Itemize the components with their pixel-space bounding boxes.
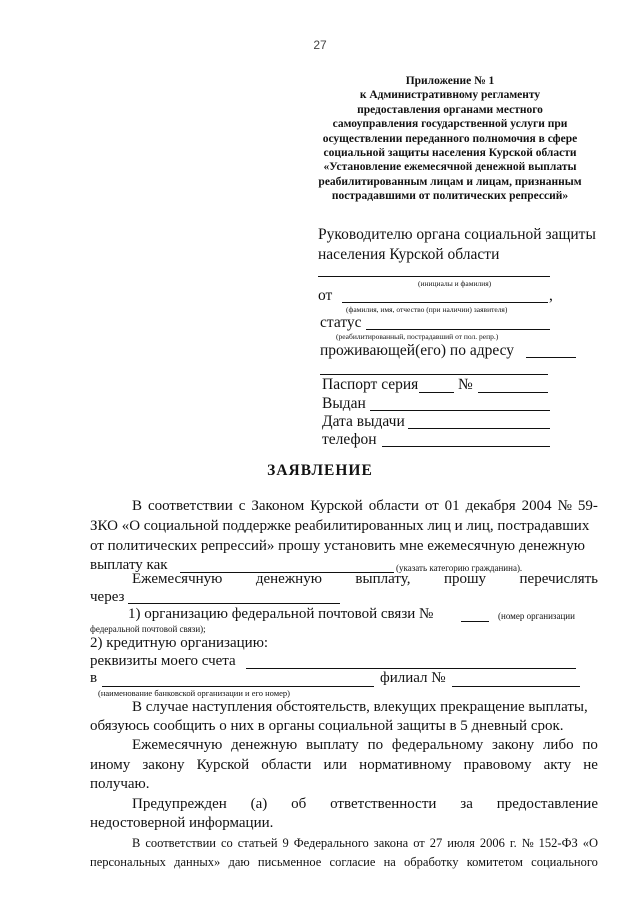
word: Ежемесячную xyxy=(132,571,223,587)
bank-underline xyxy=(102,686,374,687)
word: закона xyxy=(373,836,409,850)
word: 9 xyxy=(282,836,289,850)
appendix-line: реабилитированным лицам и лицам, признанным xyxy=(318,175,582,188)
residence-label: проживающей(его) по адресу xyxy=(320,342,515,359)
word: от xyxy=(424,498,439,514)
word: даю xyxy=(228,855,250,869)
bank-hint: (наименование банковской организации и его номер) xyxy=(98,688,290,698)
branch-underline xyxy=(452,686,580,687)
phone-label: телефон xyxy=(322,431,377,448)
word: 2006 xyxy=(479,836,505,850)
passport-number-underline xyxy=(478,392,548,393)
status-label: статус xyxy=(320,314,362,331)
p3-line-1: В случае наступления обстоятельств, влекущих прекращение выплаты, xyxy=(132,699,588,715)
p4-line-2 xyxy=(90,757,598,774)
word: персональных xyxy=(90,855,166,869)
appendix-line: «Установление ежемесячной денежной выплаты xyxy=(323,161,577,174)
addressee-line-1: Руководителю органа социальной защиты xyxy=(318,226,596,243)
word: ответственности xyxy=(330,796,437,812)
word: июля xyxy=(447,836,475,850)
word: выплату, xyxy=(355,571,411,587)
word: данных» xyxy=(174,855,221,869)
option-2: 2) кредитную организацию: xyxy=(90,635,269,651)
appendix-line: пострадавшими от политических репрессий» xyxy=(331,190,569,203)
bank-label: в xyxy=(90,670,98,686)
p6-line-1 xyxy=(132,836,598,851)
word: 01 xyxy=(444,498,460,514)
word: Федерального xyxy=(293,836,369,850)
p1-line-4-start: выплату как xyxy=(90,557,168,573)
word: денежную xyxy=(255,571,322,587)
p4-line-1 xyxy=(132,737,598,754)
initials-hint: (инициалы и фамилия) xyxy=(418,279,492,288)
word: или xyxy=(323,757,348,773)
word: г. xyxy=(509,836,517,850)
word: по xyxy=(367,737,384,753)
word: правовому xyxy=(463,757,532,773)
word: не xyxy=(583,757,598,773)
option-1-hint-2: федеральной почтовой связи); xyxy=(90,624,206,634)
word: Законом xyxy=(251,498,305,514)
word: письменное xyxy=(257,855,322,869)
residence-underline-2 xyxy=(320,374,548,375)
word: по xyxy=(582,737,598,753)
issue-date-label: Дата выдачи xyxy=(322,413,405,430)
passport-number-label: № xyxy=(458,376,473,393)
appendix-line: Приложение № 1 xyxy=(405,75,495,87)
p5-line-2: недостоверной информации. xyxy=(90,815,274,831)
word: Предупрежден xyxy=(132,796,227,812)
p6-line-2 xyxy=(90,855,598,870)
word: социального xyxy=(531,855,598,869)
appendix-line: осуществлении переданного полномочия в сфере xyxy=(322,132,578,145)
word: прошу xyxy=(443,571,487,587)
appendix-line: предоставления органами местного xyxy=(357,103,543,116)
word: либо xyxy=(542,737,574,753)
p2-line-1 xyxy=(132,571,598,588)
category-hint: (указать категорию гражданина). xyxy=(396,563,523,573)
passport-series-underline xyxy=(419,392,454,393)
word: 27 xyxy=(429,836,443,850)
post-office-number-underline xyxy=(461,621,489,622)
word: № xyxy=(557,498,572,514)
passport-series-label: Паспорт серия xyxy=(322,376,419,393)
p1-line-2: ЗКО «О социальной поддержке реабилитированных лиц и лиц, пострадавших xyxy=(90,518,590,534)
word: 59- xyxy=(577,498,598,514)
p4-line-3: получаю. xyxy=(90,776,150,792)
word: иному xyxy=(90,757,131,773)
from-comma: , xyxy=(549,287,553,304)
word: выплату xyxy=(306,737,359,753)
word: «О xyxy=(582,836,598,850)
issued-underline xyxy=(370,410,550,411)
word: области xyxy=(261,757,312,773)
page-number: 27 xyxy=(313,38,327,52)
option-1-hint: (номер организации xyxy=(498,611,575,621)
word: предоставление xyxy=(496,796,598,812)
word: согласие xyxy=(329,855,376,869)
p3-line-2: обязуюсь сообщить о них в органы социальной защиты в 5 дневный срок. xyxy=(90,718,564,734)
word: со xyxy=(220,836,233,850)
account-label: реквизиты моего счета xyxy=(90,653,236,669)
word: В xyxy=(132,836,141,850)
word: 2004 xyxy=(521,498,552,514)
appendix-line: к Административному регламенту xyxy=(359,89,541,102)
word: за xyxy=(460,796,473,812)
word: соответствии xyxy=(145,836,216,850)
word: нормативному xyxy=(359,757,452,773)
status-hint: (реабилитированный, пострадавший от пол. репр.) xyxy=(336,332,499,341)
word: об xyxy=(291,796,307,812)
word: соответствии xyxy=(147,498,233,514)
word: федеральному xyxy=(391,737,484,753)
word: (а) xyxy=(250,796,268,812)
p5-line-1 xyxy=(132,796,598,813)
p1-line-3: от политических репрессий» прошу установить мне ежемесячную денежную xyxy=(90,538,585,554)
status-underline xyxy=(366,329,550,330)
word: закону xyxy=(492,737,535,753)
account-underline xyxy=(246,668,576,669)
residence-underline xyxy=(526,357,576,358)
option-1: 1) организацию федеральной почтовой связи № xyxy=(128,606,434,622)
appendix-line: социальной защиты населения Курской области xyxy=(323,147,577,160)
branch-label: филиал № xyxy=(380,670,446,686)
issued-label: Выдан xyxy=(322,395,366,412)
from-label: от xyxy=(318,287,333,304)
word: декабря xyxy=(465,498,516,514)
initials-underline xyxy=(318,276,550,277)
word: закону xyxy=(142,757,185,773)
phone-underline xyxy=(382,446,550,447)
addressee-line-2: населения Курской области xyxy=(318,246,500,263)
via-underline xyxy=(128,603,340,604)
word: денежную xyxy=(231,737,298,753)
word: перечислять xyxy=(519,571,598,587)
word: № xyxy=(521,836,534,850)
word: на xyxy=(383,855,396,869)
from-hint: (фамилия, имя, отчество (при наличии) заявителя) xyxy=(346,305,508,314)
issue-date-underline xyxy=(408,428,550,429)
word: обработку xyxy=(404,855,459,869)
word: Ежемесячную xyxy=(132,737,223,753)
appendix-line: самоуправления государственной услуги при xyxy=(332,118,568,131)
p2-line-2-start: через xyxy=(90,589,125,605)
word: области xyxy=(368,498,419,514)
word: 152-ФЗ xyxy=(538,836,578,850)
word: Курской xyxy=(196,757,250,773)
word: комитетом xyxy=(466,855,523,869)
word: от xyxy=(413,836,425,850)
word: статьей xyxy=(237,836,278,850)
from-underline xyxy=(342,302,548,303)
word: Курской xyxy=(310,498,363,514)
p1-line-1 xyxy=(132,498,598,515)
word: В xyxy=(132,498,143,514)
appendix-header xyxy=(300,74,600,204)
word: акту xyxy=(543,757,572,773)
word: с xyxy=(238,498,246,514)
document-title: ЗАЯВЛЕНИЕ xyxy=(267,462,373,479)
